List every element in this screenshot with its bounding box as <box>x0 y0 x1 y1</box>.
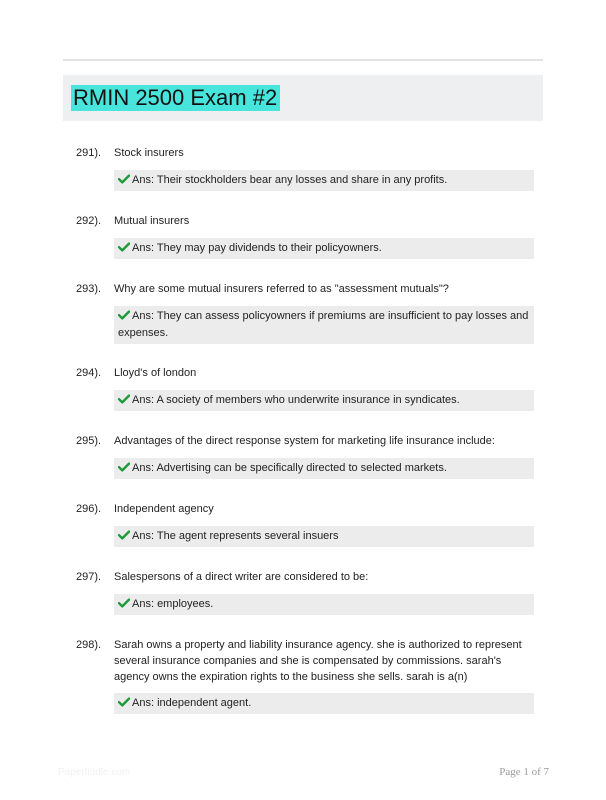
question-number: 296). <box>76 503 102 515</box>
question-text: Advantages of the direct response system for marketing life insurance include: <box>114 435 495 447</box>
answer-text: Ans: employees. <box>132 598 214 610</box>
answer-text: Ans: A society of members who underwrite insurance in syndicates. <box>132 394 460 406</box>
top-divider <box>63 59 543 61</box>
question-number: 295). <box>76 435 102 447</box>
question-text: Why are some mutual insurers referred to as "assessment mutuals"? <box>114 283 449 295</box>
answer-text: Ans: The agent represents several insuers <box>132 530 339 542</box>
check-icon <box>118 598 130 608</box>
question-text: Sarah owns a property and liability insurance agency. she is authorized to represent several insurance companies and she is compensated by commissions. sarah's agency owns the expiration rights to the business she sells. sarah is a(n) <box>114 639 522 683</box>
answer-text: Ans: They may pay dividends to their policyowners. <box>132 242 382 254</box>
check-icon <box>118 242 130 252</box>
question-text: Stock insurers <box>114 147 184 159</box>
page-number: Page 1 of 7 <box>499 766 549 778</box>
answer-box <box>114 594 534 615</box>
check-icon <box>118 394 130 404</box>
answer-text: Ans: Their stockholders bear any losses and share in any profits. <box>132 174 448 186</box>
question-text: Mutual insurers <box>114 215 190 227</box>
answer-text: Ans: Advertising can be specifically directed to selected markets. <box>132 462 447 474</box>
answer-text: Ans: They can assess policyowners if premiums are insufficient to pay losses and expenses. <box>118 310 529 339</box>
answer-box <box>114 238 534 259</box>
answer-box <box>114 526 534 547</box>
check-icon <box>118 174 130 184</box>
answer-box <box>114 306 534 344</box>
check-icon <box>118 697 130 707</box>
question-number: 292). <box>76 215 102 227</box>
answer-box <box>114 693 534 714</box>
title-band <box>63 75 543 121</box>
answer-box <box>114 458 534 479</box>
answer-box <box>114 390 534 411</box>
page-title: RMIN 2500 Exam #2 <box>71 85 280 111</box>
check-icon <box>118 530 130 540</box>
question-text: Independent agency <box>114 503 214 515</box>
question-number: 298). <box>76 639 102 651</box>
footer-watermark: Paperfiddle.com <box>58 767 131 778</box>
check-icon <box>118 310 130 320</box>
question-number: 297). <box>76 571 102 583</box>
question-text: Salespersons of a direct writer are considered to be: <box>114 571 369 583</box>
question-number: 294). <box>76 367 102 379</box>
answer-box <box>114 170 534 191</box>
question-number: 293). <box>76 283 102 295</box>
question-number: 291). <box>76 147 102 159</box>
check-icon <box>118 462 130 472</box>
answer-text: Ans: independent agent. <box>132 697 252 709</box>
question-text: Lloyd's of london <box>114 367 197 379</box>
